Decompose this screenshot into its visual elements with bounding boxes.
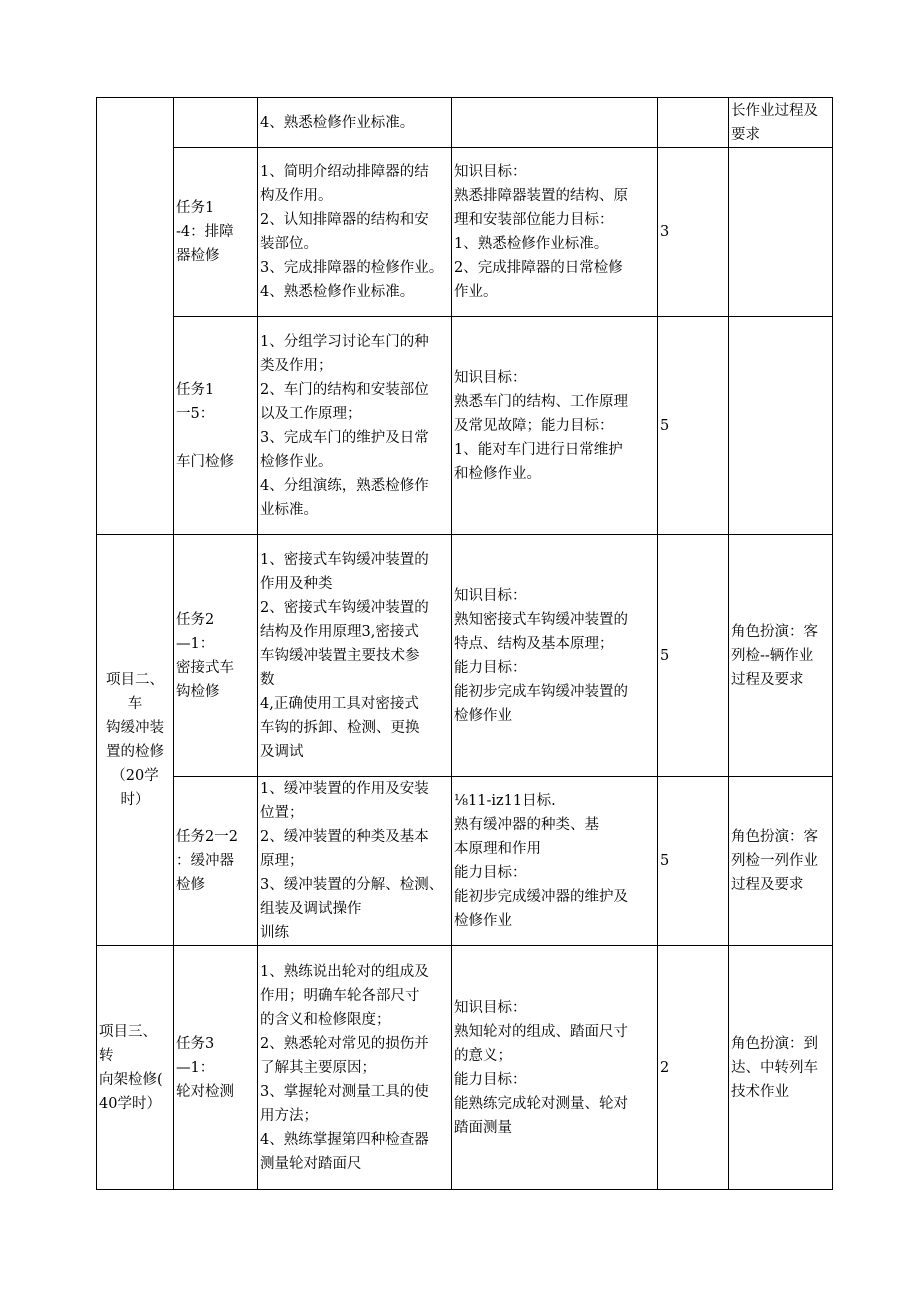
task-cell: 任务2 —1： 密接式车 钩检修	[174, 535, 258, 777]
content-cell: 1、熟练说出轮对的组成及 作用；明确车轮各部尺寸 的含义和检修限度； 2、熟悉轮对常见的损伤并 了解其主要原因； 3、掌握轮对测量工具的使 用方法； 4、熟练掌握第四种检查器 测量轮对踏面尺	[258, 946, 452, 1190]
task-cell: 任务2一2 ：缓冲器 检修	[174, 777, 258, 946]
goals-cell: 知识目标： 熟悉车门的结构、工作原理 及常见故障；能力目标： 1、能对车门进行日常维护 和检修作业。	[452, 317, 658, 535]
hours-cell: 3	[658, 148, 729, 317]
task-cell: 任务1 -4：排障 器检修	[174, 148, 258, 317]
content-cell: 1、分组学习讨论车门的种 类及作用； 2、车门的结构和安装部位 以及工作原理； 3、完成车门的维护及日常 检修作业。 4、分组演练，熟悉检修作 业标准。	[258, 317, 452, 535]
content-cell: 1、密接式车钩缓冲装置的 作用及种类 2、密接式车钩缓冲装置的 结构及作用原理3,密接式 车钩缓冲装置主要技术参 数 4,正确使用工具对密接式 车钩的拆卸、检测、更换 及调试	[258, 535, 452, 777]
goals-cell: 知识目标： 熟悉排障器装置的结构、原 理和安装部位能力目标： 1、熟悉检修作业标准。 2、完成排障器的日常检修 作业。	[452, 148, 658, 317]
hours-cell: 5	[658, 777, 729, 946]
table-row	[97, 148, 833, 317]
table-row	[97, 777, 833, 946]
project-cell	[97, 98, 174, 535]
goals-cell: 知识目标： 熟知轮对的组成、踏面尺寸 的意义； 能力目标： 能熟练完成轮对测量、轮对 踏面测量	[452, 946, 658, 1190]
hours-cell: 5	[658, 535, 729, 777]
goals-cell: ⅛11-iz11日标. 熟有缓冲器的种类、基 本原理和作用 能力目标： 能初步完成缓冲器的维护及 检修作业	[452, 777, 658, 946]
hours-cell: 2	[658, 946, 729, 1190]
content-cell: 1、简明介绍动排障器的结 构及作用。 2、认知排障器的结构和安 装部位。 3、完成排障器的检修作业。 4、熟悉检修作业标准。	[258, 148, 452, 317]
project-cell: 项目三、转 向架检修( 40学时）	[97, 946, 174, 1190]
task-cell: 任务3 —1： 轮对检测	[174, 946, 258, 1190]
task-cell: 任务1 一5： 车门检修	[174, 317, 258, 535]
method-cell: 长作业过程及 要求	[729, 98, 833, 148]
table-row	[97, 98, 833, 148]
method-cell: 角色扮演：客 列检--辆作业 过程及要求	[729, 535, 833, 777]
method-cell: 角色扮演：客 列检一列作业 过程及要求	[729, 777, 833, 946]
goals-cell	[452, 98, 658, 148]
content-cell: 1、缓冲装置的作用及安装 位置； 2、缓冲装置的种类及基本 原理； 3、缓冲装置的分解、检测、 组装及调试操作 训练	[258, 777, 452, 946]
method-cell: 角色扮演：到 达、中转列车 技术作业	[729, 946, 833, 1190]
method-cell	[729, 148, 833, 317]
hours-cell	[658, 98, 729, 148]
table-row	[97, 317, 833, 535]
hours-cell: 5	[658, 317, 729, 535]
content-cell: 4、熟悉检修作业标准。	[258, 98, 452, 148]
table-row	[97, 535, 833, 777]
method-cell	[729, 317, 833, 535]
task-cell	[174, 98, 258, 148]
goals-cell: 知识目标： 熟知密接式车钩缓冲装置的 特点、结构及基本原理； 能力目标： 能初步完成车钩缓冲装置的 检修作业	[452, 535, 658, 777]
course-plan-table	[96, 97, 833, 1190]
table-row	[97, 946, 833, 1190]
project-cell: 项目二、车 钩缓冲装 置的检修 （20学 时）	[97, 535, 174, 946]
